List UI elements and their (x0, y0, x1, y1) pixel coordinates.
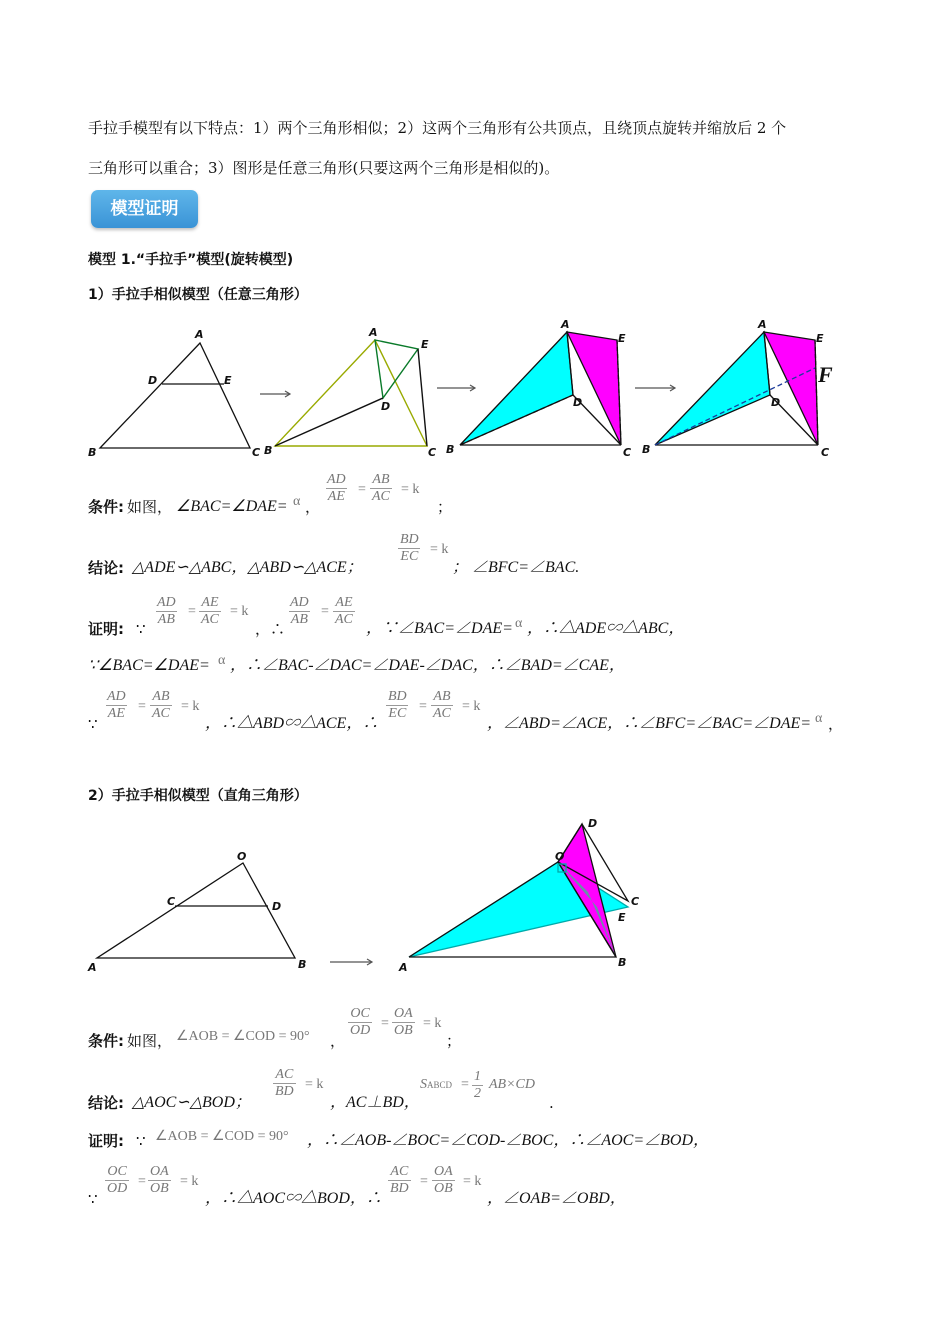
proof1-a: ，∵∠BAC=∠DAE= (366, 620, 513, 637)
arrow-icon (330, 959, 372, 965)
frac-OA-OB: $\frac{OA}{OB}$ (434, 1164, 453, 1196)
frac-AC-BD: $\frac{AC}{BD}$ (275, 1067, 294, 1099)
fig6-label-A: A (399, 961, 408, 974)
fig4-label-D: D (771, 396, 781, 409)
fig3-label-C: C (623, 446, 632, 459)
proof1-line2: ∵∠BAC=∠DAE= (88, 657, 210, 674)
eq-sign: = (138, 699, 146, 714)
cond1-prefix: 条件: (88, 498, 124, 516)
frac-AC-BD: $\frac{AC}{BD}$ (390, 1164, 409, 1196)
concl1-text: △ADE∽△ABC，△ABD∽△ACE； (132, 559, 363, 576)
concl1-prefix: 结论: (88, 559, 124, 577)
comma: ， (828, 715, 844, 733)
fig5-label-C: C (167, 895, 176, 908)
proof2-line1: ，∴∠AOB-∠BOC=∠COD-∠BOC，∴∠AOC=∠BOD， (307, 1132, 710, 1149)
eq-k: = k (230, 604, 249, 619)
because-sign: ∵ (136, 1132, 146, 1150)
frac-OA-OB: $\frac{OA}{OB}$ (394, 1006, 413, 1038)
cond1-semi: ； (437, 498, 453, 516)
alpha: α (515, 616, 523, 631)
concl1-end: ； ∠BFC=∠BAC. (452, 559, 580, 576)
proof1-prefix: 证明: (88, 620, 124, 638)
frac-AD-AE: $\frac{AD}{AE}$ (107, 689, 126, 721)
fig4-label-C: C (821, 446, 830, 459)
proof2-angle: ∠AOB = ∠COD = 90° (155, 1129, 289, 1144)
fig2-label-B: B (264, 444, 273, 457)
frac-AD-AE: $\frac{AD}{AE}$ (327, 472, 346, 504)
period: . (549, 1094, 554, 1112)
proof1-line2-b: ，∴∠BAC-∠DAC=∠DAE-∠DAC，∴∠BAD=∠CAE， (230, 657, 625, 674)
because-sign: ∵ (88, 715, 98, 733)
concl2-prefix: 结论: (88, 1094, 124, 1112)
cond2-prefix: 条件: (88, 1032, 124, 1050)
frac-AD-AB: $\frac{AD}{AB}$ (290, 595, 309, 627)
eq-sign: = (321, 604, 329, 619)
eq-sign: = (419, 699, 427, 714)
cond2-text: 如图， (127, 1032, 173, 1050)
proof2-line2-a: ，∴△AOC∽△BOD，∴ (205, 1190, 382, 1207)
frac-AD-AB: $\frac{AD}{AB}$ (157, 595, 176, 627)
eq-sign: = (381, 1016, 389, 1031)
fig6-label-B: B (618, 956, 627, 969)
fig3-label-A: A (561, 318, 570, 331)
fig4-label-F: F (818, 362, 833, 387)
frac-AE-AC: $\frac{AE}{AC}$ (201, 595, 219, 627)
model1-title: 模型 1.“手拉手”模型(旋转模型) (88, 252, 294, 268)
cond2-angle: ∠AOB = ∠COD = 90° (176, 1029, 310, 1044)
proof2-prefix: 证明: (88, 1132, 124, 1150)
proof1-line3-b: ，∠ABD=∠ACE，∴∠BFC=∠BAC=∠DAE= (487, 715, 812, 732)
alpha: α (815, 711, 823, 726)
cond1-comma: ， (305, 498, 321, 516)
frac-OA-OB: $\frac{OA}{OB}$ (150, 1164, 169, 1196)
because-sign: ∵ (136, 620, 146, 638)
figure-model1 (85, 318, 865, 463)
proof1-line3-a: ，∴△ABD∽△ACE，∴ (205, 715, 379, 732)
intro-line-2: 三角形可以重合；3）图形是任意三角形(只要这两个三角形是相似的)。 (88, 159, 560, 177)
fig6-label-O: O (555, 850, 565, 863)
fig5-label-O: O (237, 850, 247, 863)
eq-k: = k (401, 482, 420, 497)
concl2-a: △AOC∽△BOD； (132, 1094, 251, 1111)
fig1-label-D: D (148, 374, 158, 387)
fig6-label-E: E (618, 911, 626, 924)
comma: ， (330, 1032, 346, 1050)
semi: ； (446, 1032, 462, 1050)
fig2-label-E: E (421, 338, 429, 351)
fig3-label-D: D (573, 396, 583, 409)
eq-k: = k (462, 699, 481, 714)
alpha: α (218, 653, 226, 668)
fig5-label-A: A (88, 961, 97, 974)
frac-BD-EC: $\frac{BD}{EC}$ (400, 532, 419, 564)
proof2-line2-b: ，∠OAB=∠OBD， (487, 1190, 626, 1207)
fig3-shaded (460, 332, 621, 445)
section-badge: 模型证明 (91, 190, 198, 228)
fig6-label-C: C (631, 895, 640, 908)
frac-AB-AC: $\frac{AB}{AC}$ (433, 689, 451, 721)
arrow-icon (437, 385, 475, 391)
concl2-b: ，AC⊥BD， (330, 1094, 420, 1111)
fig4-label-B: B (642, 443, 651, 456)
frac-OC-OD: $\frac{OC}{OD}$ (107, 1164, 128, 1196)
figure-model2 (85, 810, 655, 980)
cond1-angle: ∠BAC=∠DAE= (176, 498, 288, 515)
frac-half: $\frac{1}{2}$ (474, 1069, 481, 1101)
frac-OC-OD: $\frac{OC}{OD}$ (350, 1006, 371, 1038)
model2-subtitle: 2）手拉手相似模型（直角三角形） (88, 788, 308, 804)
eq-k: = k (181, 699, 200, 714)
eq-sign: = (461, 1077, 469, 1092)
fig1-label-C: C (252, 446, 261, 459)
eq-k: = k (430, 542, 449, 557)
frac-AB-AC: $\frac{AB}{AC}$ (372, 472, 390, 504)
because-sign: ∵ (88, 1190, 98, 1208)
fig1-label-A: A (195, 328, 204, 341)
fig5-label-D: D (272, 900, 282, 913)
proof1-b: ，∴△ADE∽△ABC， (527, 620, 685, 637)
arrow-icon (635, 385, 675, 391)
intro-line-1: 手拉手模型有以下特点：1）两个三角形相似；2）这两个三角形有公共顶点，且绕顶点旋转并缩放后 2 个 (88, 119, 787, 137)
eq-k: = k (463, 1174, 482, 1189)
frac-AE-AC: $\frac{AE}{AC}$ (335, 595, 353, 627)
proof1-mid: ，∴ (255, 620, 286, 638)
eq-k: = k (305, 1077, 324, 1092)
eq-sign: = (358, 482, 366, 497)
model1-subtitle: 1）手拉手相似模型（任意三角形） (88, 287, 308, 303)
eq-sign: = (420, 1174, 428, 1189)
frac-AB-AC: $\frac{AB}{AC}$ (152, 689, 170, 721)
fig2-label-C: C (428, 446, 437, 459)
fig2-triangles (275, 340, 427, 446)
area-rest: AB×CD (489, 1077, 535, 1092)
fig2-label-A: A (369, 326, 378, 339)
eq-sign: = (138, 1174, 146, 1189)
arrow-icon (260, 391, 290, 397)
fig1-label-E: E (224, 374, 232, 387)
fig1-triangle (100, 343, 250, 448)
fig3-label-B: B (446, 443, 455, 456)
eq-sign: = (188, 604, 196, 619)
fig6-shaded (409, 824, 628, 957)
frac-BD-EC: $\frac{BD}{EC}$ (388, 689, 407, 721)
fig3-label-E: E (618, 332, 626, 345)
fig4-shaded (655, 332, 818, 445)
fig2-label-D: D (381, 400, 391, 413)
fig5-label-B: B (298, 958, 307, 971)
area-S: SABCD (420, 1077, 453, 1092)
eq-k: = k (423, 1016, 442, 1031)
fig4-label-A: A (758, 318, 767, 331)
cond1-text: 如图， (127, 498, 173, 516)
cond1-alpha: α (293, 494, 301, 509)
fig4-label-E: E (816, 332, 824, 345)
fig1-label-B: B (88, 446, 97, 459)
eq-k: = k (180, 1174, 199, 1189)
fig6-label-D: D (588, 817, 598, 830)
fig5-triangle (97, 863, 295, 958)
